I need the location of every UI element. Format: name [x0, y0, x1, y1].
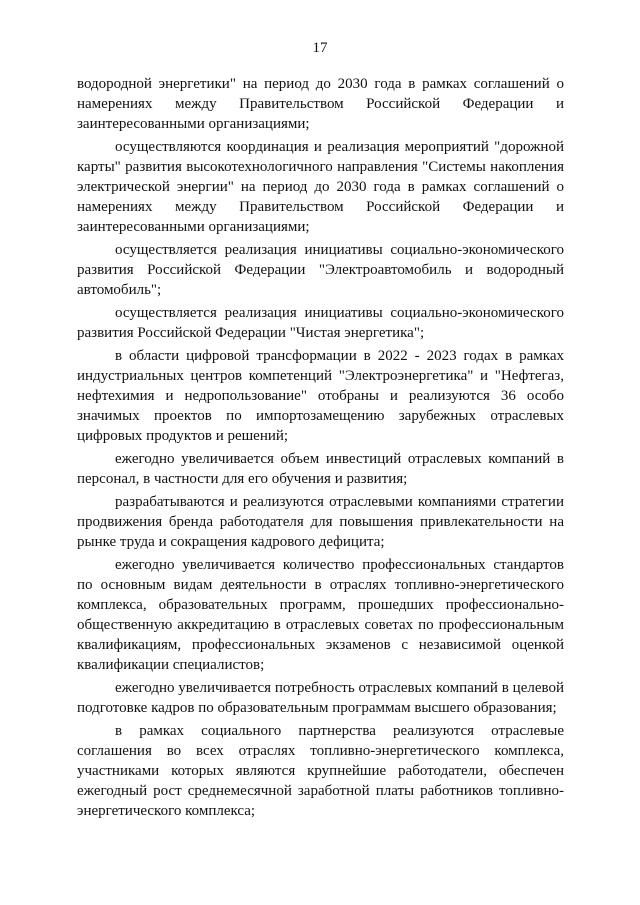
paragraph-digital-transformation: в области цифровой трансформации в 2022 - 2023 годах в рамках индустриальных центров компетенций "Электроэнергетика" и "Нефтегаз, нефтехимия и недропользование" отобраны и реализуются 36 особо значимых проектов по импортозамещению зарубежных отраслевых цифровых продуктов и решений;	[77, 348, 564, 444]
paragraph-electric-hydrogen-vehicle: осуществляется реализация инициативы социально-экономического развития Российской Федерации "Электроавтомобиль и водородный автомобиль";	[77, 242, 564, 298]
document-body	[77, 74, 564, 821]
paragraph-social-partnership: в рамках социального партнерства реализуются отраслевые соглашения во всех отраслях топливно-энергетического комплекса, участниками которых являются крупнейшие работодатели, обеспечен ежегодный рост среднемесячной заработной платы работников топливно-энергетического комплекса;	[77, 723, 564, 819]
page-number: 17	[312, 40, 328, 56]
paragraph-employer-brand: разрабатываются и реализуются отраслевыми компаниями стратегии продвижения бренда работодателя для повышения привлекательности на рынке труда и сокращения кадрового дефицита;	[77, 494, 564, 550]
paragraph-personnel-investment: ежегодно увеличивается объем инвестиций отраслевых компаний в персонал, в частности для его обучения и развития;	[77, 451, 564, 487]
paragraph-targeted-training: ежегодно увеличивается потребность отраслевых компаний в целевой подготовке кадров по образовательным программам высшего образования;	[77, 680, 564, 716]
paragraph-clean-energy: осуществляется реализация инициативы социально-экономического развития Российской Федерации "Чистая энергетика";	[77, 305, 564, 341]
paragraph-hydrogen-continuation: водородной энергетики" на период до 2030 года в рамках соглашений о намерениях между Правительством Российской Федерации и заинтересованными организациями;	[77, 76, 564, 132]
paragraph-professional-standards: ежегодно увеличивается количество профессиональных стандартов по основным видам деятельности в отраслях топливно-энергетического комплекса, образовательных программ, прошедших профессионально-общественную аккредитацию в отраслевых советах по профессиональным квалификациям, профессиональных экзаменов с независимой оценкой квалификации специалистов;	[77, 557, 564, 673]
paragraph-energy-storage-roadmap: осуществляются координация и реализация мероприятий "дорожной карты" развития высокотехнологичного направления "Системы накопления электрической энергии" на период до 2030 года в рамках соглашений о намерениях между Правительством Российской Федерации и заинтересованными организациями;	[77, 139, 564, 235]
